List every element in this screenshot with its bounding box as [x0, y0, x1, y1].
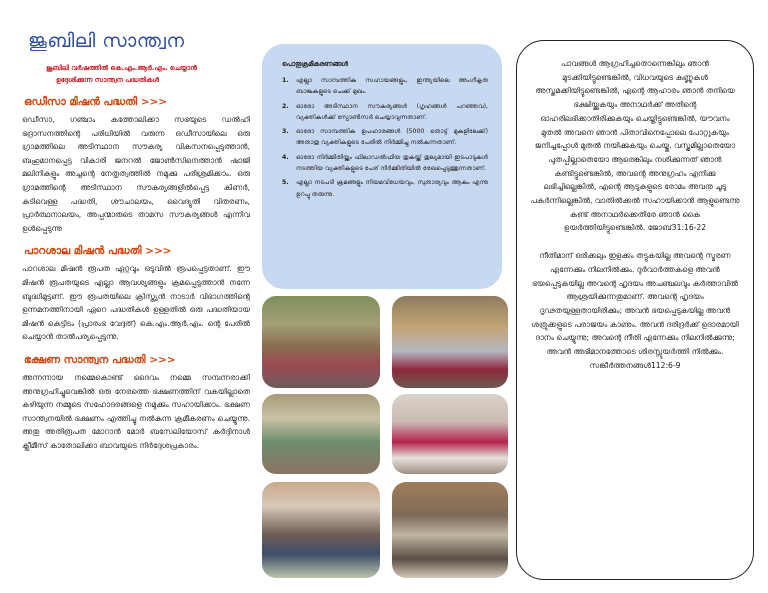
list-item-number: 4.	[282, 153, 289, 161]
list-item	[282, 126, 488, 149]
odisha-mission-heading: ഒഡീസാ മിഷൻ പദ്ധതി >>>	[24, 96, 168, 108]
list-item-number: 5.	[282, 179, 289, 187]
subtitle	[46, 62, 250, 86]
list-item	[282, 75, 488, 98]
parassala-mission-heading: പാറശാല മിഷൻ പദ്ധതി >>>	[24, 245, 172, 258]
list-item	[282, 177, 488, 200]
photo-bishop-visit	[392, 394, 508, 474]
general-arrangements-title: പൊതുക്രമീകരണങ്ങൾ	[282, 60, 348, 68]
list-item-number: 2.	[282, 102, 289, 110]
list-item	[282, 152, 488, 175]
subtitle-line-2: ഉദ്ദേശിക്കുന്ന സാന്ത്വന പദ്ധതികൾ	[56, 76, 160, 84]
arrangements-list	[282, 75, 488, 200]
list-item-text: ഓരോ നിർമ്മിതിയ്ക്കും ഫിലാഡൽഫിയ തുകയ്ക്ക് തുല്യമായി ഇടപാടുകൾ നടത്തിയ വ്യക്തികളുടെ പേര് നിർമ്മിതിയിൽ രേഖപ്പെടുത്തുന്നതാണ്.	[296, 153, 488, 173]
general-arrangements-box	[262, 44, 502, 289]
list-item-text: ഓരോ സാമ്പത്തിക ഉപഹാരങ്ങൾ (5000 തൊട്ട് മുകളിലേക്ക്) അതാതു വ്യക്തികളുടെ പേരിൽ നിർമ്മിച്ചു നൽകുന്നതാണ്.	[296, 128, 488, 147]
photo-priest-with-villagers	[392, 296, 508, 388]
photo-village-gathering	[262, 296, 380, 388]
list-item-number: 1.	[282, 77, 289, 84]
list-item-text: ഓരോ അടിസ്ഥാന സൗകര്യങ്ങൾ (ഗൃഹങ്ങൾ പറഞ്ഞവ), വ്യക്തികൾക്ക് സ്പോൺസർ ചെയ്യാവുന്നതാണ്.	[296, 102, 488, 121]
photo-community-meeting	[262, 482, 380, 578]
left-column	[18, 30, 250, 452]
scripture-psalms: നീതിമാന് ഒരിക്കലും ഇളക്കം തട്ടുകയില്ല അവന്റെ സ്മരണ എന്നേക്കും നിലനിൽക്കും. ദുർവാർത്തകളെ അവൻ ഭയപ്പെടുകയില്ല അവന്റെ ഹൃദയം അചഞ്ചലവും കർത്താവിൽ ആശ്രയിക്കുന്നതുമാണ്. അവന്റെ ഹൃദയം ദൃഢതയുള്ളതായിരിക്കും; അവൻ ഭയപ്പെടുകയില്ല അവൻ ശത്രുക്കളുടെ പരാജയം കാണും. അവൻ ദരിദ്രർക്ക് ഉദാരമായി ദാനം ചെയ്യുന്നു; അവന്റെ നീതി എന്നേക്കും നിലനിൽക്കുന്നു; അവൻ അഭിമാനത്തോടെ ശിരസ്സുയർത്തി നിൽക്കും. സങ്കീർത്തനങ്ങൾ112:6-9	[531, 251, 739, 370]
food-relief-body: അന്നന്നായ നമ്മെകൊണ്ട് ദൈവം നമ്മെ സമ്പന്നരാക്കി അനുഗ്രഹിച്ചുവെങ്കിൽ ഒരു നേരത്തെ ഭക്ഷണത്തിന് വകയില്ലാതെ കഴിയുന്ന നമ്മുടെ സഹോദരങ്ങളെ നമുക്കും സഹായിക്കാം. ഭക്ഷണ സാന്ത്വനയിൽ ഭക്ഷണം എത്തിച്ചു നൽകുന്ന ക്രമീകരണം ചെയ്യുന്നു. അതു അതിരൂപത മോറാൻ മോർ ബസേലിയോസ് കർദ്ദിനാൾ ക്ലീമീസ് കാതോലിക്കാ ബാവയുടെ നിർദ്ദേശപ്രകാരം.	[22, 372, 250, 450]
photo-grid	[262, 296, 510, 580]
photo-group-outdoors	[262, 394, 380, 474]
list-item	[282, 101, 488, 124]
scripture-box	[516, 40, 754, 580]
list-item-number: 3.	[282, 128, 289, 136]
subtitle-line-1: ജൂബിലി വർഷത്തിൽ കെ.എം.ആർ.എം. ചെയ്യാൻ	[46, 64, 197, 72]
list-item-text: എല്ലാ സാമ്പത്തിക സഹായങ്ങളും, ഇന്ത്യയിലെ അംഗീകൃത ബാങ്കുകളുടെ ചെക്ക് മുഖം.	[296, 77, 488, 96]
page-title: ജൂബിലി സാന്ത്വന	[28, 30, 185, 52]
scripture-job: പാവങ്ങൾ ആഗ്രഹിച്ചതൊന്നെങ്കിലും ഞാൻ മുടക്കിയിട്ടുണ്ടെങ്കിൽ, വിധവയുടെ കണ്ണുകൾ അസ്തമക്കിയിട്ടുണ്ടെങ്കിൽ, എന്റെ ആഹാരം ഞാൻ തനിയെ ഭക്ഷിയ്ക്കുകയും അനാഥർക്ക് അതിന്റെ ഓഹരിലഭിക്കാതിരിക്കുകയും ചെയ്തിട്ടുണ്ടെങ്കിൽ, യൗവനം മുതൽ അവനെ ഞാൻ പിതാവിനെപ്പോലെ പോറ്റുകയും ജനിച്ചപ്പോൾ മുതൽ നയിക്കുകയും ചെയ്തു. വസ്ത്രമില്ലാതെയോ പുതപ്പില്ലാതെയോ ആരെങ്കിലും നശിക്കുന്നത് ഞാൻ കണ്ടിട്ടുണ്ടെങ്കിൽ, അവന്റെ അനുഗ്രഹം എനിക്കു ലഭിച്ചില്ലെങ്കിൽ, എന്റെ ആടുകളുടെ രോമം അവനു ചൂടു പകർന്നില്ലെങ്കിൽ, വാതിൽക്കൽ സഹായിക്കാൻ ആളുണ്ടെന്നു കണ്ട് അനാഥർക്കെതിരേ ഞാൻ കൈ ഉയർത്തിയിട്ടുണ്ടെങ്കിൽ. ജോബ്31:16-22	[530, 59, 740, 233]
photo-village-children	[392, 482, 508, 578]
food-relief-heading: ഭക്ഷണ സാന്ത്വന പദ്ധതി >>>	[24, 353, 176, 366]
parassala-mission-body: പാറശാല മിഷൻ രൂപത ഏറ്റവും ഒടുവിൽ രൂപപ്പെട്ടതാണ്. ഈ മിഷൻ രൂപതയുടെ എല്ലാ ആവശ്യങ്ങളും ക്രമപ്പെടുത്താൻ നന്നേ ബുദ്ധിമുട്ടണ്. ഈ രൂപതയിലെ ക്രിസ്ത്യൻ നാടാർ വിഭാഗത്തിന്റെ ഉന്നമനത്തിനായി ഏറെ പദ്ധതികൾ ഉള്ളതിൽ ഒരു പദ്ധതിയായ മിഷൻ കെട്ടിടം (പ്രാരംഭ വേദ്ദത്) കെ.എം.ആർ.എം. ന്റെ പേരിൽ ചെയ്യാൻ താൽപര്യപ്പെടുന്നു.	[22, 264, 250, 342]
odisha-mission-body: ഒഡീസാ, ഗഞ്ചാം കത്തോലിക്കാ സഭയുടെ ഡൽഹി ഭദ്രാസനത്തിന്റെ പരിധിയിൽ വരുന്ന ഒഡീസായിലെ ഒരു ഗ്രാമത്തിലെ അടിസ്ഥാന സൗകര്യ വികസനപ്പെടുത്താൻ, ബഹുമാനപ്പെട്ട വികാരി ജനറൽ ജോൺസിനെത്താൻ ഷാജി മലിനികളും അച്ചന്റെ നേതൃത്വത്തിൽ നമുക്കു പരിശ്രമിക്കാം. ഒരു ഗ്രാമത്തിന്റെ അടിസ്ഥാന സൗകര്യങ്ങളിൽപ്പെട്ട കിണർ, കുടിവെള്ള പദ്ധതി, ശൗചാലയം, വൈദ്യുതി വിതരണം, പ്രാർത്ഥനാലയം, അപ്പന്മാരുടെ താമസ സൗകര്യങ്ങൾ എന്നിവ ഉൾപ്പെടുന്നു	[22, 115, 250, 233]
list-item-text: എല്ലാ നടപടി ക്രമങ്ങളും നിയമവിധേയവും, സുതാര്യവും ആകും എന്നു ഉറപ്പു തരുന്നു.	[296, 179, 488, 198]
